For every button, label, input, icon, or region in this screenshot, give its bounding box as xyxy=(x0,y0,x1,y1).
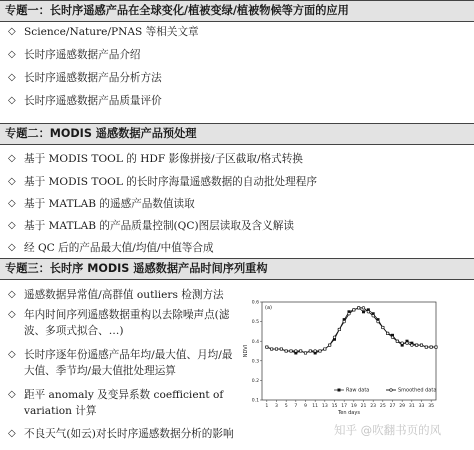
section-2-item-5: ◇ 经 QC 后的产品最大值/均值/中值等合成 xyxy=(8,242,214,254)
smoothed-data-point xyxy=(343,320,346,323)
x-tick-label: 21 xyxy=(360,404,367,409)
smoothed-data-point xyxy=(382,326,385,329)
y-tick-label: 0.2 xyxy=(251,379,259,384)
legend-smoothed-label: Smoothed data xyxy=(398,387,437,394)
smoothed-data-point xyxy=(367,311,370,314)
x-tick-label: 33 xyxy=(418,404,425,409)
raw-data-point xyxy=(362,310,365,313)
section-1-item-3: ◇ 长时序遥感数据产品分析方法 xyxy=(8,72,162,84)
legend-raw-marker xyxy=(338,389,341,392)
smoothed-data-point xyxy=(338,328,341,331)
smoothed-data-point xyxy=(415,344,418,347)
smoothed-data-point xyxy=(420,344,423,347)
section-3-title: 专题三：长时序 MODIS 遥感数据产品时间序列重构 xyxy=(0,258,474,280)
smoothed-data-point xyxy=(348,312,351,315)
smoothed-data-line xyxy=(267,308,436,353)
x-tick-label: 11 xyxy=(312,404,319,409)
smoothed-data-point xyxy=(386,332,389,335)
smoothed-data-point xyxy=(353,309,356,312)
watermark: 知乎 @吹翻书页的风 xyxy=(334,423,442,437)
raw-data-line xyxy=(267,308,436,353)
x-tick-label: 5 xyxy=(284,404,288,409)
smoothed-data-point xyxy=(324,348,327,351)
smoothed-data-point xyxy=(290,350,293,353)
smoothed-data-point xyxy=(266,346,269,349)
x-tick-label: 27 xyxy=(389,404,396,409)
smoothed-data-point xyxy=(304,352,307,355)
smoothed-data-point xyxy=(299,350,302,353)
diamond-outline-icon: ◇ xyxy=(8,309,16,320)
x-tick-label: 35 xyxy=(428,404,435,409)
smoothed-data-point xyxy=(425,346,428,349)
x-tick-label: 17 xyxy=(341,404,348,409)
section-1-item-2: ◇ 长时序遥感数据产品介绍 xyxy=(8,49,141,61)
diamond-outline-icon: ◇ xyxy=(8,72,16,83)
y-tick-label: 0.3 xyxy=(251,359,259,365)
smoothed-data-point xyxy=(406,342,409,345)
smoothed-data-point xyxy=(280,348,283,351)
diamond-outline-icon: ◇ xyxy=(8,389,16,400)
diamond-outline-icon: ◇ xyxy=(8,95,16,106)
section-3-item-1: ◇ 遥感数据异常值/高群值 outliers 检测方法 xyxy=(8,289,224,301)
smoothed-data-point xyxy=(411,344,414,347)
diamond-outline-icon: ◇ xyxy=(8,198,16,209)
section-2-title: 专题二：MODIS 遥感数据产品预处理 xyxy=(0,123,474,145)
x-tick-label: 7 xyxy=(294,404,298,409)
ndvi-chart-svg xyxy=(240,296,440,418)
y-axis-label: NDVI xyxy=(243,344,249,358)
smoothed-data-point xyxy=(357,307,360,310)
smoothed-data-point xyxy=(275,348,278,351)
diamond-outline-icon: ◇ xyxy=(8,289,16,300)
section-3-item-2: ◇ 年内时间序列遥感数据重构以去除噪声点(滤波、多项式拟合、…) xyxy=(8,309,230,337)
x-tick-label: 19 xyxy=(350,404,357,409)
y-tick-label: 0.4 xyxy=(251,339,259,345)
legend-raw-label: Raw data xyxy=(346,387,370,394)
x-tick-label: 31 xyxy=(408,404,415,409)
smoothed-data-point xyxy=(377,320,380,323)
section-3-item-3: ◇ 长时序逐年份遥感产品年均/最大值、月均/最大值、季节均/最大值批处理运算 xyxy=(8,349,233,377)
x-tick-label: 3 xyxy=(275,404,278,409)
smoothed-data-point xyxy=(362,307,365,310)
section-2-item-1: ◇ 基于 MODIS TOOL 的 HDF 影像拼接/子区截取/格式转换 xyxy=(8,153,303,165)
smoothed-data-point xyxy=(328,344,331,347)
diamond-outline-icon: ◇ xyxy=(8,49,16,60)
smoothed-data-point xyxy=(319,350,322,353)
x-tick-label: 29 xyxy=(399,404,406,409)
diamond-outline-icon: ◇ xyxy=(8,153,16,164)
smoothed-data-point xyxy=(435,346,438,349)
section-1-item-1: ◇ Science/Nature/PNAS 等相关文章 xyxy=(8,26,199,38)
smoothed-data-point xyxy=(333,336,336,339)
x-tick-label: 25 xyxy=(379,404,386,409)
diamond-outline-icon: ◇ xyxy=(8,428,16,439)
smoothed-data-point xyxy=(285,350,288,353)
smoothed-data-point xyxy=(270,348,273,351)
diamond-outline-icon: ◇ xyxy=(8,220,16,231)
x-tick-label: 15 xyxy=(331,404,338,409)
section-1-title: 专题一：长时序遥感产品在全球变化/植被变绿/植被物候等方面的应用 xyxy=(0,0,474,22)
smoothed-data-point xyxy=(391,336,394,339)
x-axis-label: Ten days xyxy=(338,410,360,416)
section-2-item-4: ◇ 基于 MATLAB 的产品质量控制(QC)图层读取及含义解读 xyxy=(8,220,294,232)
y-tick-label: 0.6 xyxy=(251,300,259,306)
section-3-item-4: ◇ 距平 anomaly 及变异系数 coefficient of variation 计算 xyxy=(8,389,224,417)
ndvi-time-series-chart xyxy=(240,296,440,418)
smoothed-data-point xyxy=(396,340,399,343)
y-tick-label: 0.5 xyxy=(251,320,259,326)
diamond-outline-icon: ◇ xyxy=(8,26,16,37)
x-tick-label: 9 xyxy=(304,404,307,409)
legend-smoothed-marker xyxy=(390,389,393,392)
y-tick-label: 0.1 xyxy=(251,398,259,404)
smoothed-data-point xyxy=(295,350,298,353)
diamond-outline-icon: ◇ xyxy=(8,349,16,360)
diamond-outline-icon: ◇ xyxy=(8,242,16,253)
smoothed-data-point xyxy=(309,350,312,353)
x-tick-label: 13 xyxy=(321,404,328,409)
smoothed-data-point xyxy=(314,350,317,353)
x-tick-label: 1 xyxy=(265,404,269,409)
smoothed-data-point xyxy=(401,342,404,345)
x-tick-label: 23 xyxy=(370,404,377,409)
section-2-item-3: ◇ 基于 MATLAB 的遥感产品数值读取 xyxy=(8,198,195,210)
section-3-item-5: ◇ 不良天气(如云)对长时序遥感数据分析的影响 xyxy=(8,428,234,440)
smoothed-data-point xyxy=(430,346,433,349)
panel-label: (a) xyxy=(265,305,272,311)
section-2-item-2: ◇ 基于 MODIS TOOL 的长时序海量遥感数据的自动批处理程序 xyxy=(8,176,317,188)
diamond-outline-icon: ◇ xyxy=(8,176,16,187)
section-1-item-4: ◇ 长时序遥感数据产品质量评价 xyxy=(8,95,162,107)
smoothed-data-point xyxy=(372,314,375,317)
